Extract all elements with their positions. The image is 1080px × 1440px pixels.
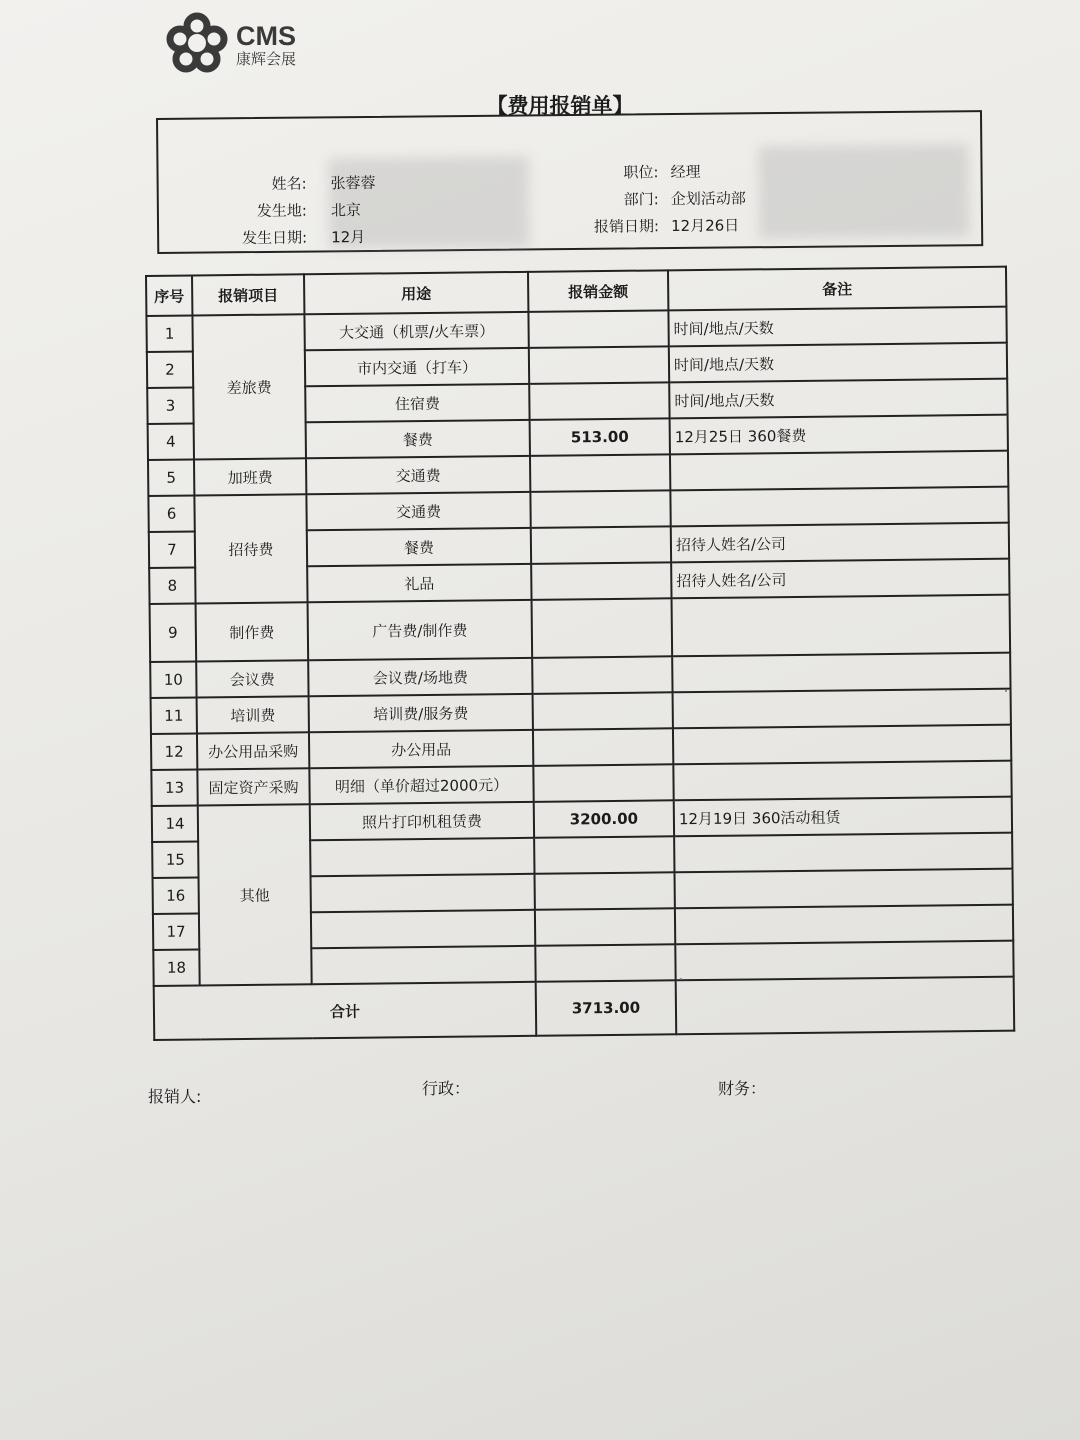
form-title: 【费用报销单】 [486,94,634,118]
row-seq: 11 [151,697,197,733]
logo-name: 康辉会展 [236,50,297,68]
company-logo [166,12,316,82]
row-seq: 7 [149,531,195,567]
row-seq: 3 [147,387,193,423]
row-amount [532,598,673,658]
row-note [672,595,1011,657]
row-seq: 5 [148,459,194,495]
total-row [154,977,1015,1040]
dept-value: 企划活动部 [670,189,746,209]
expense-table-wrap [145,266,1013,1051]
row-use: 住宿费 [305,384,529,422]
name-label: 姓名: [271,174,307,193]
row-use: 广告费/制作费 [308,600,533,660]
row-use: 会议费/场地费 [308,658,532,696]
info-row-date [159,224,559,254]
row-use: 餐费 [306,420,530,458]
admin-signature-label: 行政： [422,1079,471,1098]
row-use: 明细（单价超过2000元） [309,766,533,804]
row-amount [528,310,668,348]
row-seq: 6 [148,495,194,531]
row-note [674,869,1012,909]
header-use: 用途 [304,272,528,314]
report-date-value: 12月26日 [670,216,740,236]
flower-logo-icon [166,12,228,74]
category-office: 办公用品采购 [197,732,309,769]
row-use [310,838,534,876]
row-use: 照片打印机租赁费 [310,802,534,840]
name-value: 张蓉蓉 [330,173,376,193]
expense-table [145,266,1015,1041]
total-note [676,977,1015,1035]
row-seq: 12 [151,733,197,769]
applicant-info-box [156,110,983,254]
row-note [673,689,1011,729]
info-row-report-date [539,212,979,242]
paper-speck [1005,690,1007,692]
row-seq: 1 [146,315,192,351]
row-seq: 13 [151,769,197,805]
row-use: 交通费 [306,492,530,530]
place-value: 北京 [330,201,361,220]
info-row-place [159,197,559,227]
row-note [674,833,1012,873]
header-item: 报销项目 [192,274,304,315]
row-note [673,725,1011,765]
row-use: 培训费/服务费 [309,694,533,732]
header-seq: 序号 [146,275,192,315]
row-note: 时间/地点/天数 [668,307,1006,347]
row-use: 礼品 [307,564,531,602]
category-training: 培训费 [197,696,309,733]
row-amount [532,656,672,694]
info-row-position [538,158,978,188]
row-note: 12月19日 360活动租赁 [674,797,1012,837]
date-label: 发生日期: [242,228,308,248]
header-amount: 报销金额 [528,270,668,312]
logo-abbr: CMS [236,21,296,51]
category-travel: 差旅费 [192,314,306,459]
row-amount [535,944,675,982]
row-amount: 513.00 [530,418,670,456]
row-seq: 9 [150,603,197,661]
row-note: 招待人姓名/公司 [671,523,1009,563]
row-amount [529,382,669,420]
row-seq: 10 [150,661,196,697]
row-amount [535,872,675,910]
row-amount [530,454,670,492]
row-note: 12月25日 360餐费 [670,415,1008,455]
row-use: 交通费 [306,456,530,494]
row-seq: 16 [153,877,199,913]
category-assets: 固定资产采购 [197,768,309,805]
row-amount [534,836,674,874]
category-meeting: 会议费 [196,660,308,697]
row-note [673,761,1011,801]
row-seq: 15 [152,841,198,877]
row-note: 招待人姓名/公司 [671,559,1009,599]
date-value: 12月 [331,227,366,247]
category-hospitality: 招待费 [194,494,307,603]
row-use [311,874,535,912]
category-other: 其他 [198,804,312,985]
header-note: 备注 [668,267,1006,311]
row-seq: 18 [153,949,199,985]
row-note: 时间/地点/天数 [669,379,1007,419]
dept-label: 部门: [623,190,659,209]
info-row-dept [539,185,979,215]
row-note [670,487,1008,527]
position-value: 经理 [670,162,701,182]
category-overtime: 加班费 [194,458,306,495]
category-production: 制作费 [196,602,309,661]
total-label: 合计 [154,982,537,1040]
position-label: 职位: [623,163,659,182]
info-row-name [159,170,559,200]
paper-speck [680,978,682,980]
finance-signature-label: 财务： [718,1079,767,1098]
row-note [670,451,1008,491]
row-seq: 8 [149,567,195,603]
row-amount [531,526,671,564]
row-seq: 4 [148,423,194,459]
row-amount [529,346,669,384]
row-use: 餐费 [307,528,531,566]
row-amount: 3200.00 [534,800,674,838]
row-use: 办公用品 [309,730,533,768]
row-seq: 2 [147,351,193,387]
row-seq: 17 [153,913,199,949]
table-row [150,595,1011,662]
row-use: 大交通（机票/火车票） [304,312,528,350]
row-note [675,905,1013,945]
row-use: 市内交通（打车） [305,348,529,386]
row-amount [531,562,671,600]
row-amount [533,692,673,730]
row-amount [535,908,675,946]
row-note [672,653,1010,693]
row-note: 时间/地点/天数 [669,343,1007,383]
row-note [675,941,1013,981]
row-use [311,946,535,984]
row-amount [533,764,673,802]
row-seq: 14 [152,805,198,841]
logo-text [236,22,296,68]
row-use [311,910,535,948]
row-amount [533,728,673,766]
row-amount [530,490,670,528]
report-date-label: 报销日期: [593,217,660,236]
claimant-signature-label: 报销人: [148,1087,202,1106]
place-label: 发生地: [256,201,307,221]
total-amount: 3713.00 [536,980,677,1036]
